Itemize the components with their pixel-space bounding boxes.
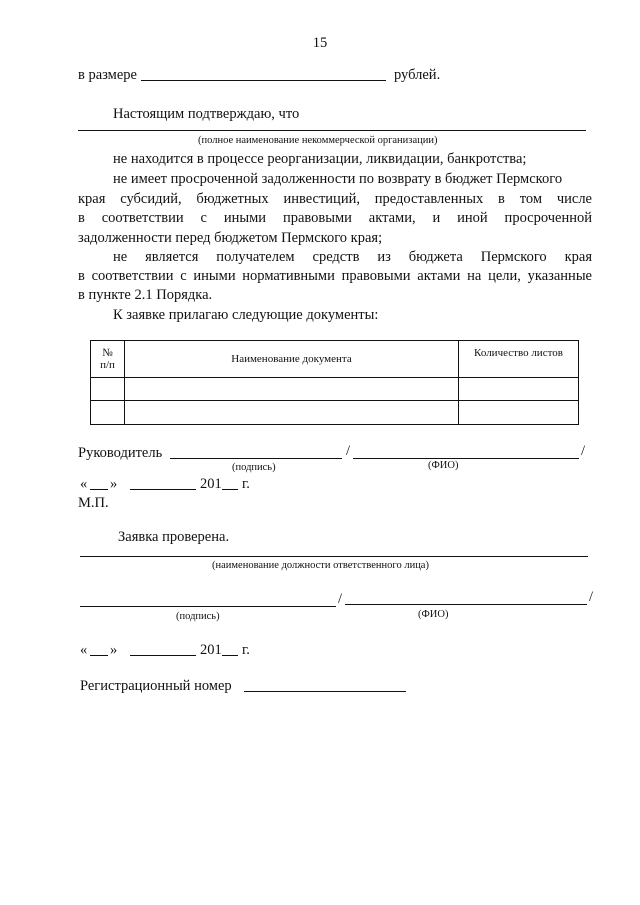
checked-sign-caption: (подпись) xyxy=(176,611,220,622)
confirm-text: Настоящим подтверждаю, что xyxy=(113,106,300,122)
registration-label: Регистрационный номер xyxy=(80,678,232,694)
table-row xyxy=(91,378,579,401)
head-slash: / xyxy=(346,443,351,459)
registration-blank-line xyxy=(244,691,406,692)
checked-year: 201 xyxy=(200,642,222,658)
checked-month-line xyxy=(130,655,196,656)
table-cell xyxy=(125,378,459,401)
head-label: Руководитель xyxy=(78,445,163,461)
table-cell xyxy=(91,378,125,401)
head-year-line xyxy=(222,489,238,490)
header-num xyxy=(91,341,125,378)
head-day-line xyxy=(90,489,108,490)
documents-table xyxy=(90,340,579,425)
header-sheet-count: Количество листов xyxy=(459,341,579,378)
header-num-line2: п/п xyxy=(100,359,115,371)
checked-year-suffix: г. xyxy=(242,642,250,658)
head-date-close: » xyxy=(110,476,118,492)
table-cell xyxy=(459,378,579,401)
amount-suffix: рублей. xyxy=(394,67,441,83)
checked-day-line xyxy=(90,655,108,656)
table-cell xyxy=(125,401,459,425)
table-row xyxy=(91,401,579,425)
condition-line: в пункте 2.1 Порядка. xyxy=(78,287,213,303)
checked-year-line xyxy=(222,655,238,656)
condition-line: задолженности перед бюджетом Пермского края; xyxy=(78,230,383,246)
checked-sign-line xyxy=(80,606,336,607)
stamp-label: М.П. xyxy=(78,495,109,511)
head-year-suffix: г. xyxy=(242,476,250,492)
org-name-caption: (полное наименование некоммерческой организации) xyxy=(198,135,438,146)
condition-line: в соответствии с иными нормативными правовыми актами на цели, указанные xyxy=(78,268,592,284)
head-fio-line xyxy=(353,458,579,459)
head-date-open: « xyxy=(80,476,88,492)
head-month-line xyxy=(130,489,196,490)
table-cell xyxy=(91,401,125,425)
condition-line: края субсидий, бюджетных инвестиций, предоставленных в том числе xyxy=(78,191,592,207)
head-year: 201 xyxy=(200,476,222,492)
checked-fio-line xyxy=(345,604,587,605)
org-name-blank-line xyxy=(78,130,586,131)
condition-line: не является получателем средств из бюджета Пермского края xyxy=(113,249,592,265)
amount-prefix: в размере xyxy=(78,67,137,83)
condition-line: не имеет просроченной задолженности по возврату в бюджет Пермского xyxy=(113,171,563,187)
position-caption: (наименование должности ответственного лица) xyxy=(212,560,429,571)
amount-blank-line xyxy=(141,80,386,81)
header-doc-name: Наименование документа xyxy=(125,341,459,378)
checked-label: Заявка проверена. xyxy=(118,529,230,545)
condition-line: не находится в процессе реорганизации, ликвидации, банкротства; xyxy=(113,151,527,167)
checked-slash: / xyxy=(338,591,343,607)
checked-fio-caption: (ФИО) xyxy=(418,609,449,620)
attachments-intro: К заявке прилагаю следующие документы: xyxy=(113,307,379,323)
checked-date-close: » xyxy=(110,642,118,658)
table-cell xyxy=(459,401,579,425)
checked-slash-end: / xyxy=(589,589,594,605)
head-sign-caption: (подпись) xyxy=(232,462,276,473)
table-header-row xyxy=(91,341,579,378)
checked-date-open: « xyxy=(80,642,88,658)
position-blank-line xyxy=(80,556,588,557)
head-slash-end: / xyxy=(581,443,586,459)
head-sign-line xyxy=(170,458,342,459)
head-fio-caption: (ФИО) xyxy=(428,460,459,471)
condition-line: в соответствии с иными правовыми актами, и иной просроченной xyxy=(78,210,592,226)
page-number: 15 xyxy=(312,35,328,51)
header-num-line1: № xyxy=(102,347,113,359)
